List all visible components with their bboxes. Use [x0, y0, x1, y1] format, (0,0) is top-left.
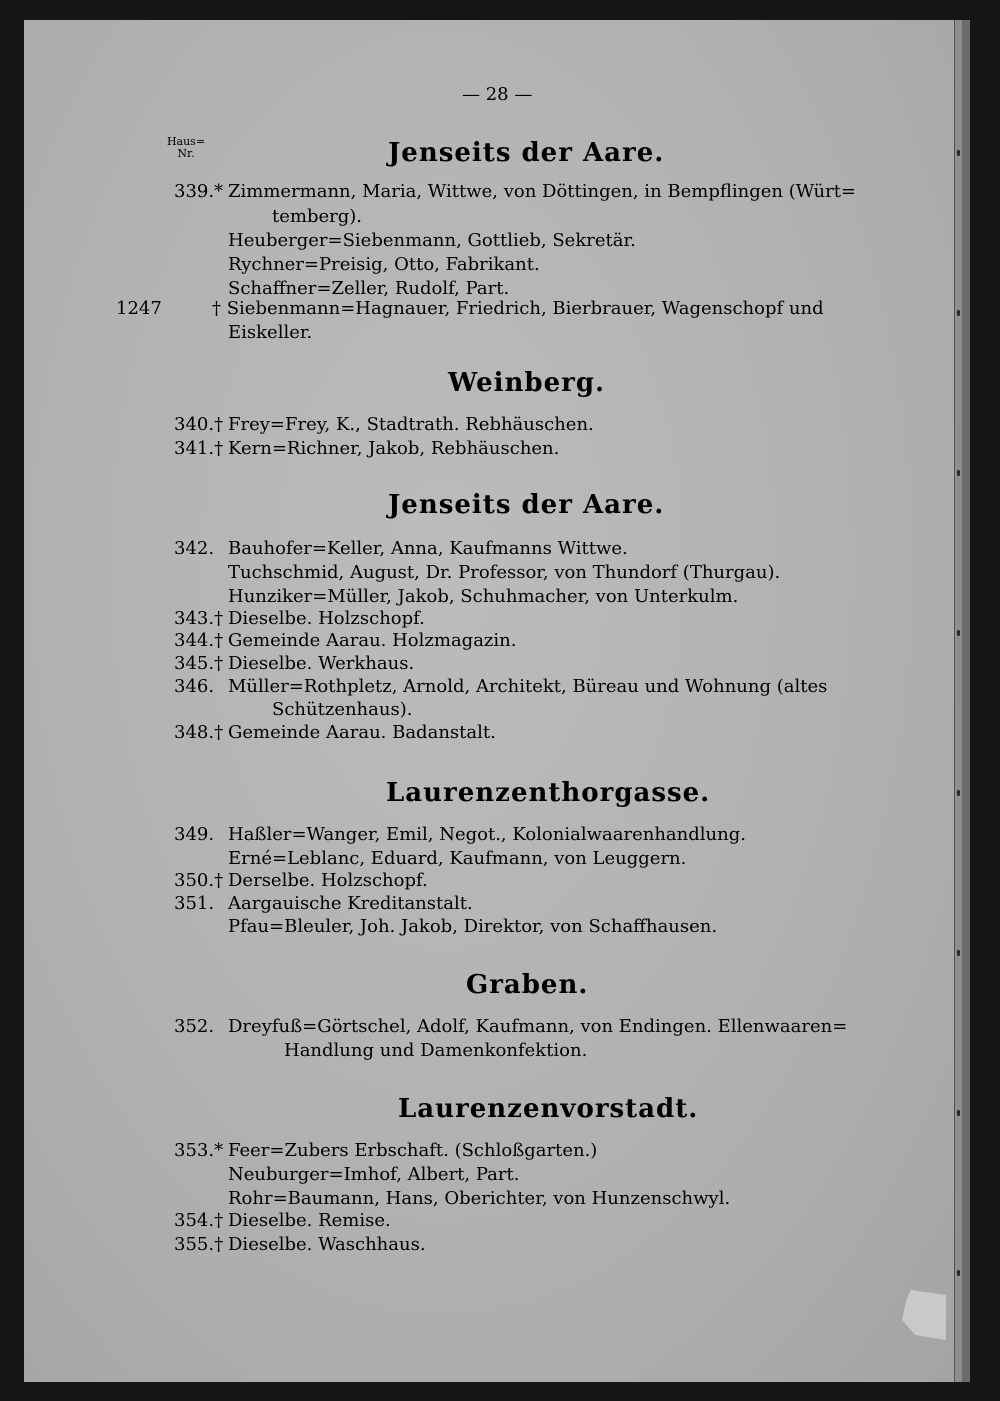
binding-stitch — [957, 470, 960, 476]
section-heading: Jenseits der Aare. — [388, 490, 665, 520]
house-number: 348.† — [174, 722, 224, 743]
entry-text: Dieselbe. Remise. — [228, 1210, 391, 1231]
entry-text: Hunziker=Müller, Jakob, Schuhmacher, von Unterkulm. — [228, 586, 739, 607]
entry-text: Pfau=Bleuler, Joh. Jakob, Direktor, von Schaffhausen. — [228, 916, 718, 937]
house-number: 351. — [174, 893, 215, 914]
entry-text: Müller=Rothpletz, Arnold, Architekt, Büreau und Wohnung (altes — [228, 676, 828, 697]
entry-text: Neuburger=Imhof, Albert, Part. — [228, 1164, 520, 1185]
section-heading: Laurenzenthorgasse. — [386, 778, 711, 808]
entry-text: Derselbe. Holzschopf. — [228, 870, 428, 891]
entry-text: Dreyfuß=Görtschel, Adolf, Kaufmann, von Endingen. Ellenwaaren= — [228, 1016, 848, 1037]
entry-text: Dieselbe. Waschhaus. — [228, 1234, 426, 1255]
entry-text: Schützenhaus). — [272, 699, 413, 720]
house-number: 340.† — [174, 414, 224, 435]
house-number: 343.† — [174, 608, 224, 629]
binding-stitch — [957, 150, 960, 156]
entry-text: † Siebenmann=Hagnauer, Friedrich, Bierbrauer, Wagenschopf und — [212, 298, 824, 319]
house-number: 344.† — [174, 630, 224, 651]
entry-text: Rohr=Baumann, Hans, Oberichter, von Hunzenschwyl. — [228, 1188, 731, 1209]
entry-text: Bauhofer=Keller, Anna, Kaufmanns Wittwe. — [228, 538, 628, 559]
entry-text: Heuberger=Siebenmann, Gottlieb, Sekretär. — [228, 230, 636, 251]
section-heading: Graben. — [466, 970, 589, 1000]
entry-text: Gemeinde Aarau. Holzmagazin. — [228, 630, 517, 651]
house-number: 341.† — [174, 438, 224, 459]
entry-text: Handlung und Damenkonfektion. — [284, 1040, 588, 1061]
haus-nr-label — [166, 136, 206, 160]
entry-text: Erné=Leblanc, Eduard, Kaufmann, von Leuggern. — [228, 848, 687, 869]
binding-stitch — [957, 790, 960, 796]
entry-text: Frey=Frey, K., Stadtrath. Rebhäuschen. — [228, 414, 594, 435]
house-number: 346. — [174, 676, 215, 697]
section-heading: Laurenzenvorstadt. — [398, 1094, 699, 1124]
entry-text: Dieselbe. Werkhaus. — [228, 653, 415, 674]
entry-text: Gemeinde Aarau. Badanstalt. — [228, 722, 496, 743]
entry-text: Kern=Richner, Jakob, Rebhäuschen. — [228, 438, 560, 459]
binding-stitch — [957, 630, 960, 636]
house-number: 352. — [174, 1016, 215, 1037]
house-number: 355.† — [174, 1234, 224, 1255]
entry-text: Haßler=Wanger, Emil, Negot., Kolonialwaarenhandlung. — [228, 824, 746, 845]
binding-stitch — [957, 1110, 960, 1116]
entry-text: temberg). — [272, 206, 362, 227]
entry-text: Tuchschmid, August, Dr. Professor, von Thundorf (Thurgau). — [228, 562, 781, 583]
house-number: 349. — [174, 824, 215, 845]
binding-stitch — [957, 310, 960, 316]
entry-text: Aargauische Kreditanstalt. — [228, 893, 473, 914]
section-heading: Jenseits der Aare. — [388, 138, 665, 168]
entry-text: Eiskeller. — [228, 322, 313, 343]
haus-label-line2: Nr. — [177, 147, 195, 160]
house-number: 354.† — [174, 1210, 224, 1231]
page-number: — 28 — — [462, 84, 533, 105]
entry-text: Rychner=Preisig, Otto, Fabrikant. — [228, 254, 540, 275]
house-number: 1247 — [116, 298, 162, 319]
entry-text: Zimmermann, Maria, Wittwe, von Döttingen, in Bempflingen (Würt= — [228, 181, 857, 202]
binding-stitch — [957, 1270, 960, 1276]
house-number: 339.* — [174, 181, 224, 202]
entry-text: Schaffner=Zeller, Rudolf, Part. — [228, 278, 510, 299]
house-number: 350.† — [174, 870, 224, 891]
binding-stitch — [957, 950, 960, 956]
entry-text: Feer=Zubers Erbschaft. (Schloßgarten.) — [228, 1140, 598, 1161]
house-number: 345.† — [174, 653, 224, 674]
entry-text: Dieselbe. Holzschopf. — [228, 608, 425, 629]
section-heading: Weinberg. — [448, 368, 606, 398]
binding-edge — [962, 20, 970, 1382]
house-number: 342. — [174, 538, 215, 559]
haus-label-line1: Haus= — [166, 135, 206, 148]
house-number: 353.* — [174, 1140, 224, 1161]
